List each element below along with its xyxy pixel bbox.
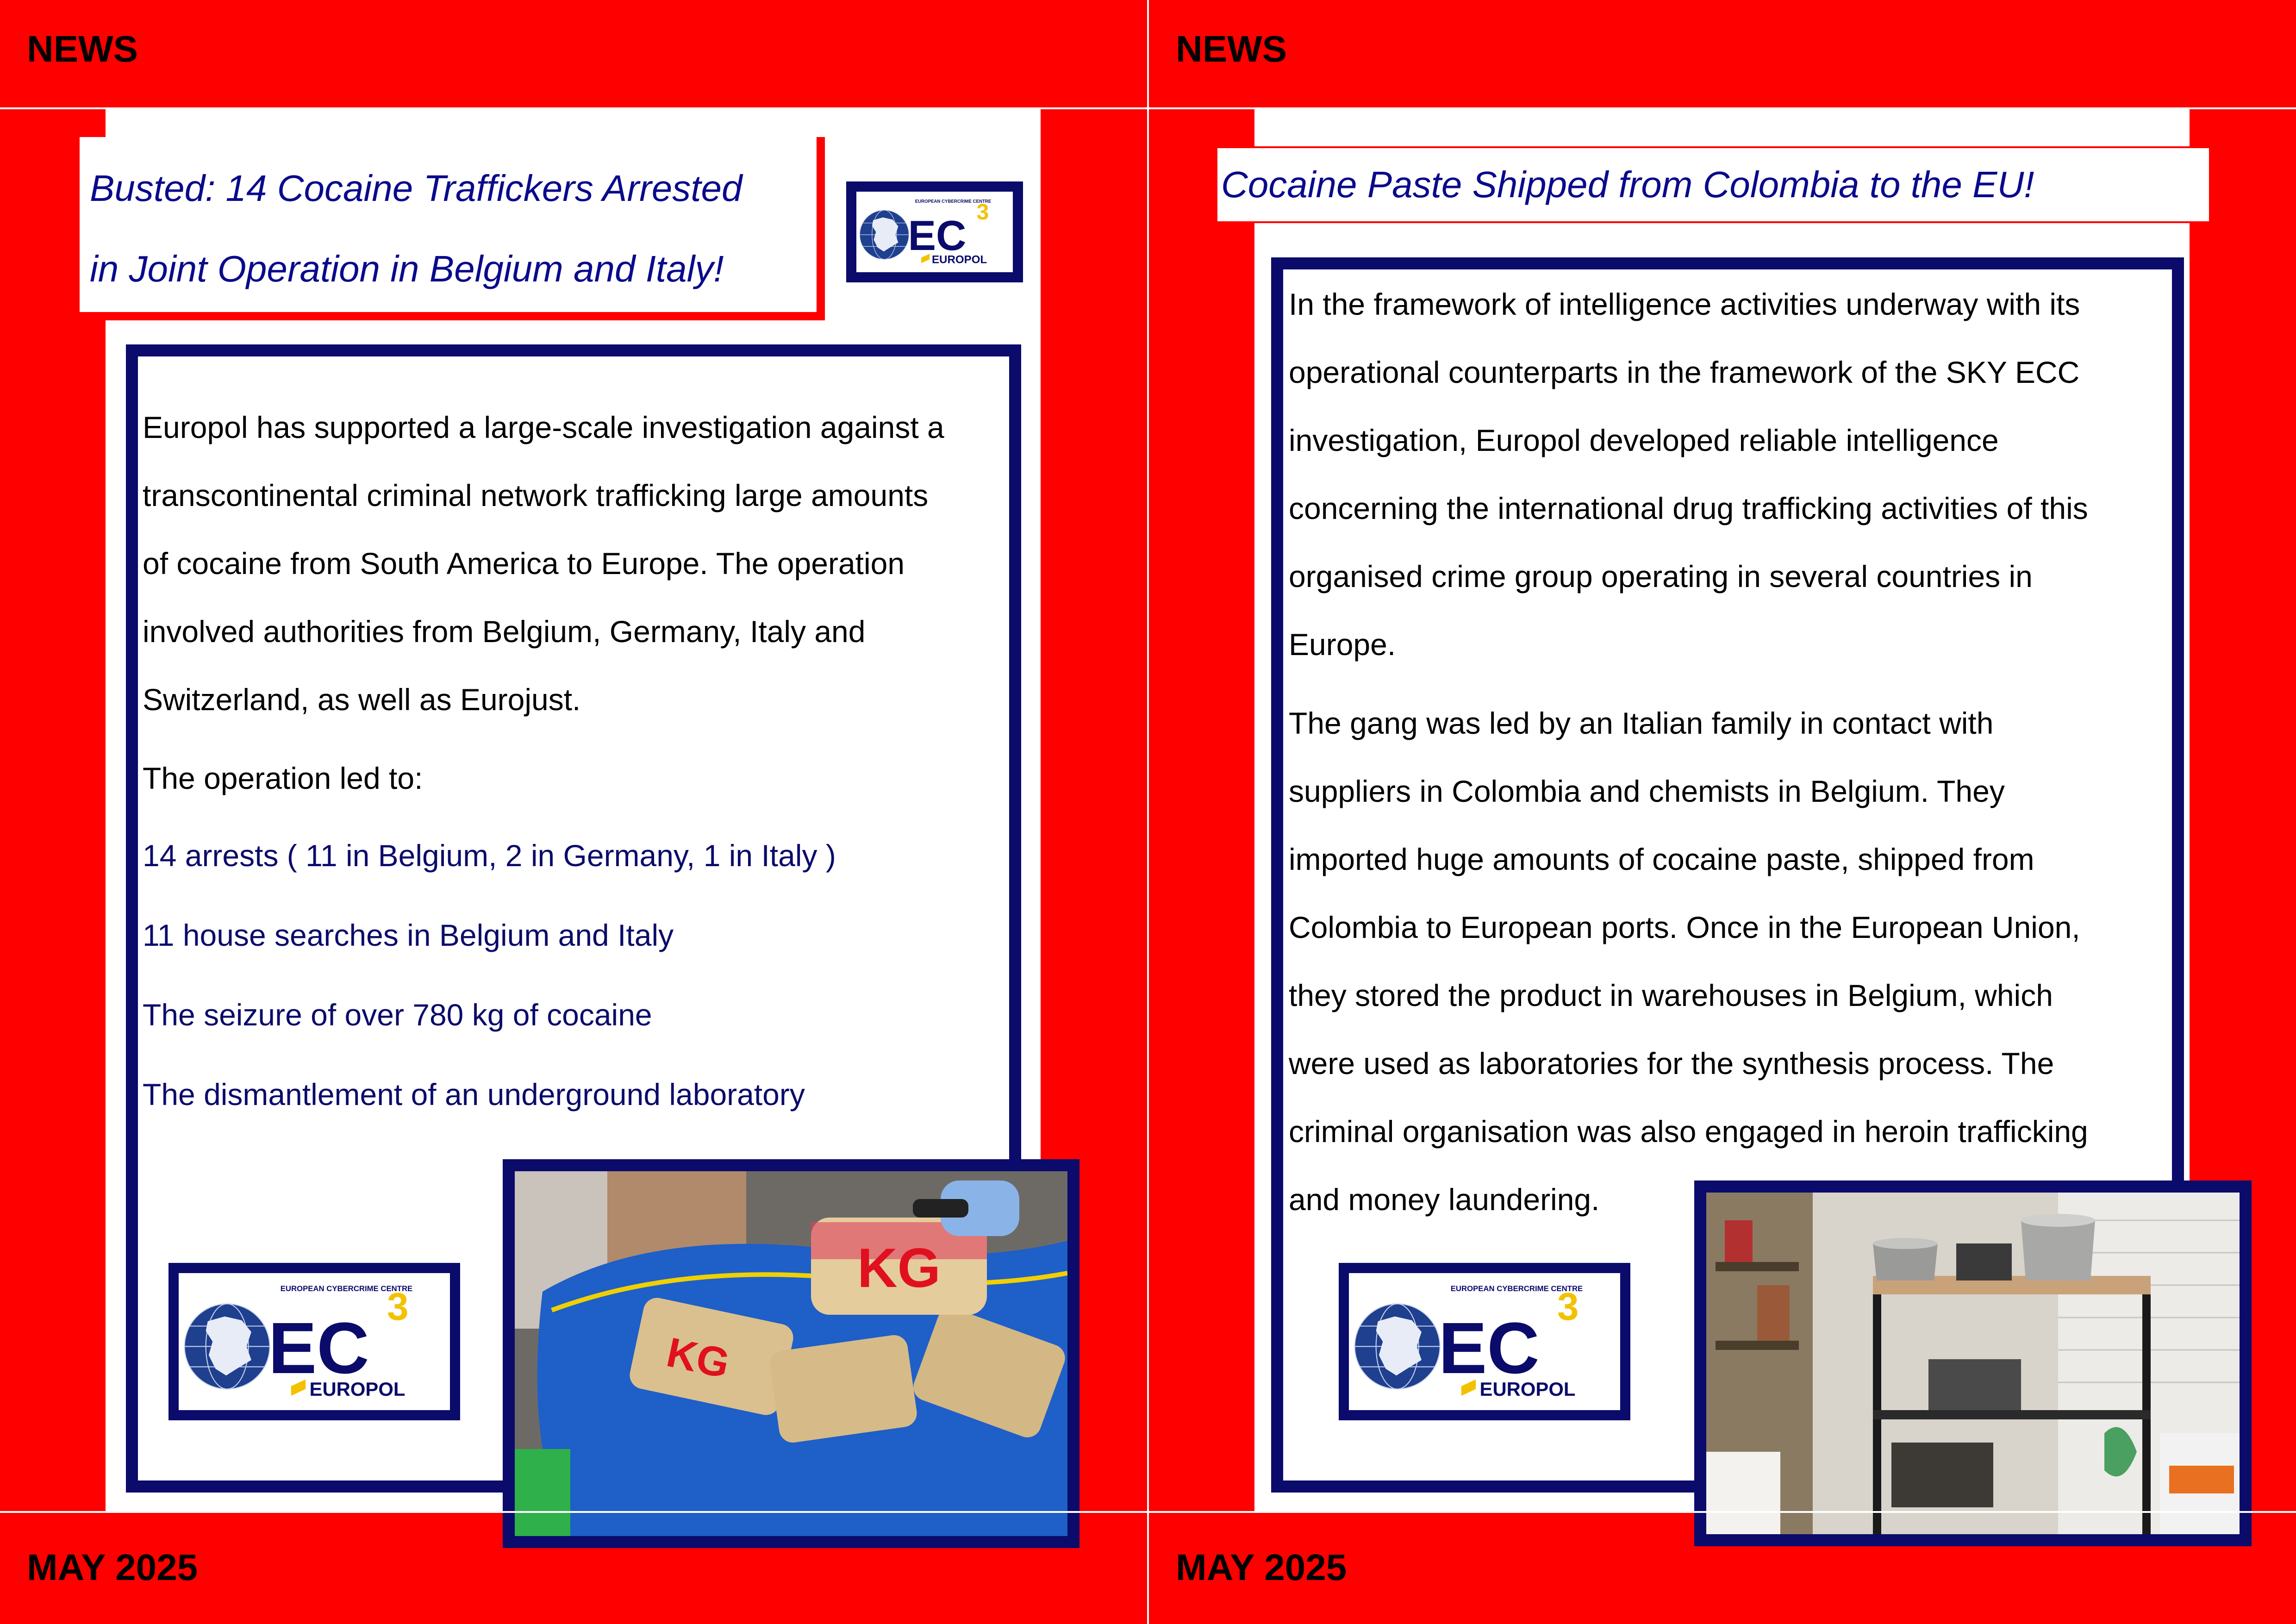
paragraph-line: Europe. xyxy=(1289,627,1396,662)
paragraph-line: transcontinental criminal network trafficking large amounts xyxy=(143,478,929,512)
paragraph-line: they stored the product in warehouses in Belgium, which xyxy=(1289,978,2053,1012)
paragraph-line: imported huge amounts of cocaine paste, shipped from xyxy=(1289,842,2034,876)
paragraph-line: investigation, Europol developed reliable intelligence xyxy=(1289,423,1999,457)
headline-box xyxy=(80,137,825,320)
svg-text:KG: KG xyxy=(857,1237,941,1299)
footer-divider xyxy=(1149,1511,2296,1513)
drug-laboratory-photo xyxy=(1694,1181,2252,1546)
header-news-label: NEWS xyxy=(27,28,138,69)
paragraph-line: suppliers in Colombia and chemists in Belgium. They xyxy=(1289,774,2005,808)
ec3-europol-logo xyxy=(846,181,1023,282)
header-news-label: NEWS xyxy=(1176,28,1287,69)
result-item: 14 arrests ( 11 in Belgium, 2 in Germany, 1 in Italy ) xyxy=(143,838,836,873)
ec3-europol-logo-large xyxy=(1339,1263,1630,1420)
paragraph-line: Switzerland, as well as Eurojust. xyxy=(143,682,581,717)
footer-divider xyxy=(0,1511,1147,1513)
footer-date-label: MAY 2025 xyxy=(27,1547,198,1588)
cocaine-bag-photo xyxy=(503,1159,1079,1548)
paragraph-line: of cocaine from South America to Europe. The operation xyxy=(143,546,905,581)
paragraph-line: involved authorities from Belgium, Germany, Italy and xyxy=(143,614,866,649)
paragraph-line: operational counterparts in the framework of the SKY ECC xyxy=(1289,355,2080,389)
article-paragraph xyxy=(143,394,944,734)
paragraph-line: criminal organisation was also engaged in heroin trafficking xyxy=(1289,1114,2088,1149)
paragraph-line: The gang was led by an Italian family in contact with xyxy=(1289,706,1994,740)
result-item: 11 house searches in Belgium and Italy xyxy=(143,918,674,952)
svg-text:KG: KG xyxy=(662,1329,734,1388)
headline: Cocaine Paste Shipped from Colombia to the EU! xyxy=(1221,164,2034,205)
operation-intro: The operation led to: xyxy=(143,761,423,795)
paragraph-line: concerning the international drug trafficking activities of this xyxy=(1289,491,2088,525)
paragraph-line: In the framework of intelligence activities underway with its xyxy=(1289,287,2080,321)
headline-line-1: Busted: 14 Cocaine Traffickers Arrested xyxy=(90,168,742,209)
result-item: The dismantlement of an underground laboratory xyxy=(143,1077,805,1112)
article-paragraph-2 xyxy=(1289,689,2088,1234)
headline-box xyxy=(1216,146,2211,223)
footer-date-label: MAY 2025 xyxy=(1176,1547,1347,1588)
paragraph-line: organised crime group operating in several countries in xyxy=(1289,559,2033,593)
paragraph-line: and money laundering. xyxy=(1289,1182,1600,1217)
ec3-europol-logo-large xyxy=(168,1263,460,1420)
left-page xyxy=(0,0,1147,1624)
right-page xyxy=(1149,0,2296,1624)
headline-line-2: in Joint Operation in Belgium and Italy! xyxy=(90,248,724,289)
result-item: The seizure of over 780 kg of cocaine xyxy=(143,998,652,1032)
paragraph-line: Colombia to European ports. Once in the European Union, xyxy=(1289,910,2080,944)
article-paragraph-1 xyxy=(1289,270,2088,679)
paragraph-line: were used as laboratories for the synthesis process. The xyxy=(1289,1046,2054,1081)
paragraph-line: Europol has supported a large-scale investigation against a xyxy=(143,410,944,444)
